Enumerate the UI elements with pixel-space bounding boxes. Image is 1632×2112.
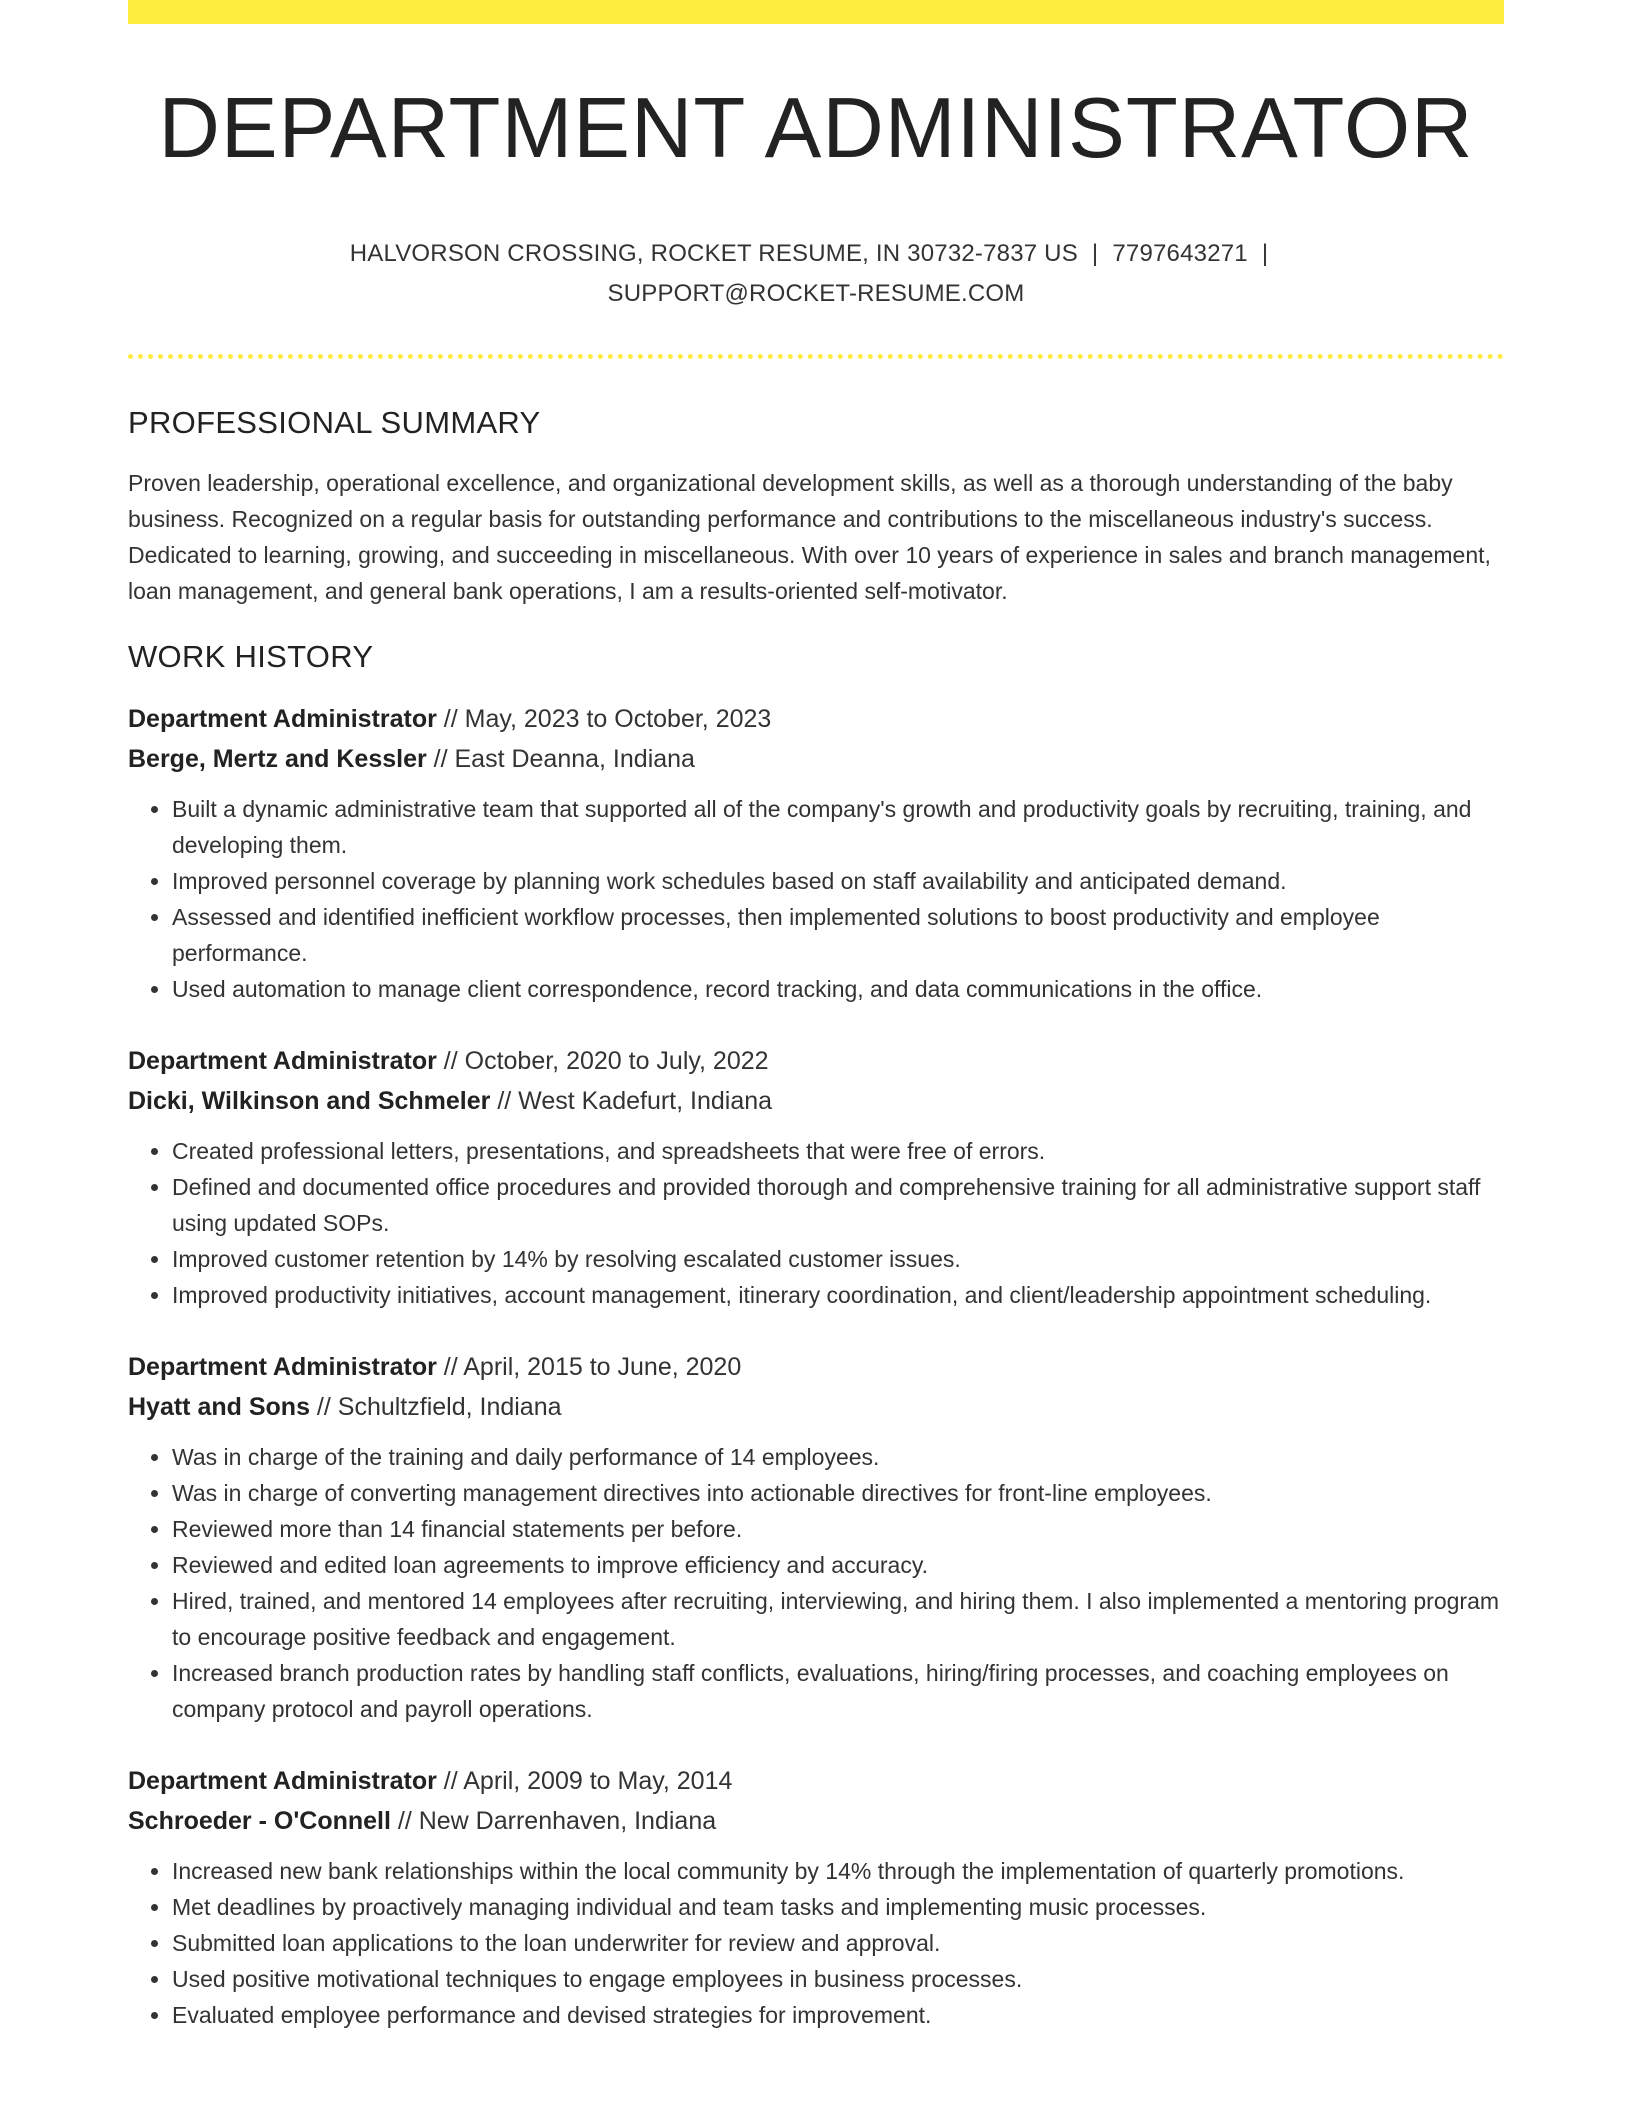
- contact-separator: |: [1091, 239, 1099, 267]
- job-bullet: • Improved personnel coverage by planning work schedules based on staff availability and anticipated demand.: [172, 863, 1504, 899]
- contact-line-1: [128, 234, 1504, 274]
- job-bullet: • Increased branch production rates by handling staff conflicts, evaluations, hiring/firing processes, and coaching employees on company protocol and payroll operations.: [172, 1655, 1504, 1727]
- job-role: Department Administrator: [128, 704, 437, 733]
- contact-line-2: [128, 274, 1504, 314]
- job-role: Department Administrator: [128, 1046, 437, 1075]
- job-bullet: • Used automation to manage client correspondence, record tracking, and data communications in the office.: [172, 971, 1504, 1007]
- job-bullets: [128, 791, 1504, 1007]
- job-location: // West Kadefurt, Indiana: [490, 1086, 773, 1115]
- job-bullet: • Submitted loan applications to the loan underwriter for review and approval.: [172, 1925, 1504, 1961]
- resume-title: DEPARTMENT ADMINISTRATOR: [158, 81, 1474, 176]
- job-bullets: [128, 1853, 1504, 2033]
- job-bullet: • Evaluated employee performance and devised strategies for improvement.: [172, 1997, 1504, 2033]
- job-company: Berge, Mertz and Kessler: [128, 744, 427, 773]
- job-entry: [128, 1761, 1504, 2033]
- summary-heading: PROFESSIONAL SUMMARY: [128, 404, 541, 440]
- work-history-heading: WORK HISTORY: [128, 638, 374, 674]
- job-company: Dicki, Wilkinson and Schmeler: [128, 1086, 491, 1115]
- job-company: Schroeder - O'Connell: [128, 1806, 391, 1835]
- job-dates: // May, 2023 to October, 2023: [436, 704, 772, 733]
- job-company-line: [128, 1387, 1504, 1427]
- job-bullet: • Improved customer retention by 14% by resolving escalated customer issues.: [172, 1241, 1504, 1277]
- job-bullet: • Built a dynamic administrative team that supported all of the company's growth and productivity goals by recruiting, training, and developing them.: [172, 791, 1504, 863]
- resume-page: [128, 0, 1504, 2033]
- job-company-line: [128, 1081, 1504, 1121]
- top-accent-bar: [128, 0, 1504, 24]
- job-role-line: [128, 699, 1504, 739]
- job-bullets: [128, 1133, 1504, 1313]
- job-role-line: [128, 1041, 1504, 1081]
- job-bullet: • Used positive motivational techniques to engage employees in business processes.: [172, 1961, 1504, 1997]
- job-bullet: • Assessed and identified inefficient workflow processes, then implemented solutions to boost productivity and employee performance.: [172, 899, 1504, 971]
- job-location: // East Deanna, Indiana: [426, 744, 695, 773]
- summary-text: Proven leadership, operational excellence, and organizational development skills, as well as a thorough understanding of the baby business. Recognized on a regular basis for outstanding performance and contributions to the miscellaneous industry's success. Dedicated to learning, growing, and succeeding in miscellaneous. With over 10 years of experience in sales and branch management, loan management, and general bank operations, I am a results-oriented self-motivator.: [128, 469, 1491, 604]
- job-role: Department Administrator: [128, 1766, 437, 1795]
- job-bullet: • Met deadlines by proactively managing individual and team tasks and implementing music processes.: [172, 1889, 1504, 1925]
- job-bullet: • Defined and documented office procedures and provided thorough and comprehensive training for all administrative support staff using updated SOPs.: [172, 1169, 1504, 1241]
- contact-email: SUPPORT@ROCKET-RESUME.COM: [607, 279, 1025, 307]
- job-role-line: [128, 1761, 1504, 1801]
- job-role-line: [128, 1347, 1504, 1387]
- contact-separator: |: [1261, 239, 1269, 267]
- job-bullet: • Hired, trained, and mentored 14 employees after recruiting, interviewing, and hiring them. I also implemented a mentoring program to encourage positive feedback and engagement.: [172, 1583, 1504, 1655]
- job-bullet: • Increased new bank relationships within the local community by 14% through the implementation of quarterly promotions.: [172, 1853, 1504, 1889]
- job-bullet: • Reviewed more than 14 financial statements per before.: [172, 1511, 1504, 1547]
- dotted-divider: [128, 354, 1504, 359]
- job-location: // Schultzfield, Indiana: [309, 1392, 562, 1421]
- job-bullets: [128, 1439, 1504, 1727]
- job-location: // New Darrenhaven, Indiana: [390, 1806, 717, 1835]
- job-bullet: • Improved productivity initiatives, account management, itinerary coordination, and client/leadership appointment scheduling.: [172, 1277, 1504, 1313]
- job-bullet: • Was in charge of the training and daily performance of 14 employees.: [172, 1439, 1504, 1475]
- job-role: Department Administrator: [128, 1352, 437, 1381]
- job-entry: [128, 699, 1504, 1007]
- job-dates: // April, 2009 to May, 2014: [436, 1766, 733, 1795]
- contact-phone: 7797643271: [1112, 239, 1248, 267]
- job-bullet: • Was in charge of converting management directives into actionable directives for front-line employees.: [172, 1475, 1504, 1511]
- job-dates: // April, 2015 to June, 2020: [436, 1352, 742, 1381]
- job-bullet: • Reviewed and edited loan agreements to improve efficiency and accuracy.: [172, 1547, 1504, 1583]
- job-company: Hyatt and Sons: [128, 1392, 310, 1421]
- job-company-line: [128, 739, 1504, 779]
- job-company-line: [128, 1801, 1504, 1841]
- job-dates: // October, 2020 to July, 2022: [436, 1046, 769, 1075]
- job-bullet: • Created professional letters, presentations, and spreadsheets that were free of errors.: [172, 1133, 1504, 1169]
- job-entry: [128, 1041, 1504, 1313]
- contact-info: [128, 234, 1504, 314]
- job-entry: [128, 1347, 1504, 1727]
- contact-address: HALVORSON CROSSING, ROCKET RESUME, IN 30732-7837 US: [349, 239, 1078, 267]
